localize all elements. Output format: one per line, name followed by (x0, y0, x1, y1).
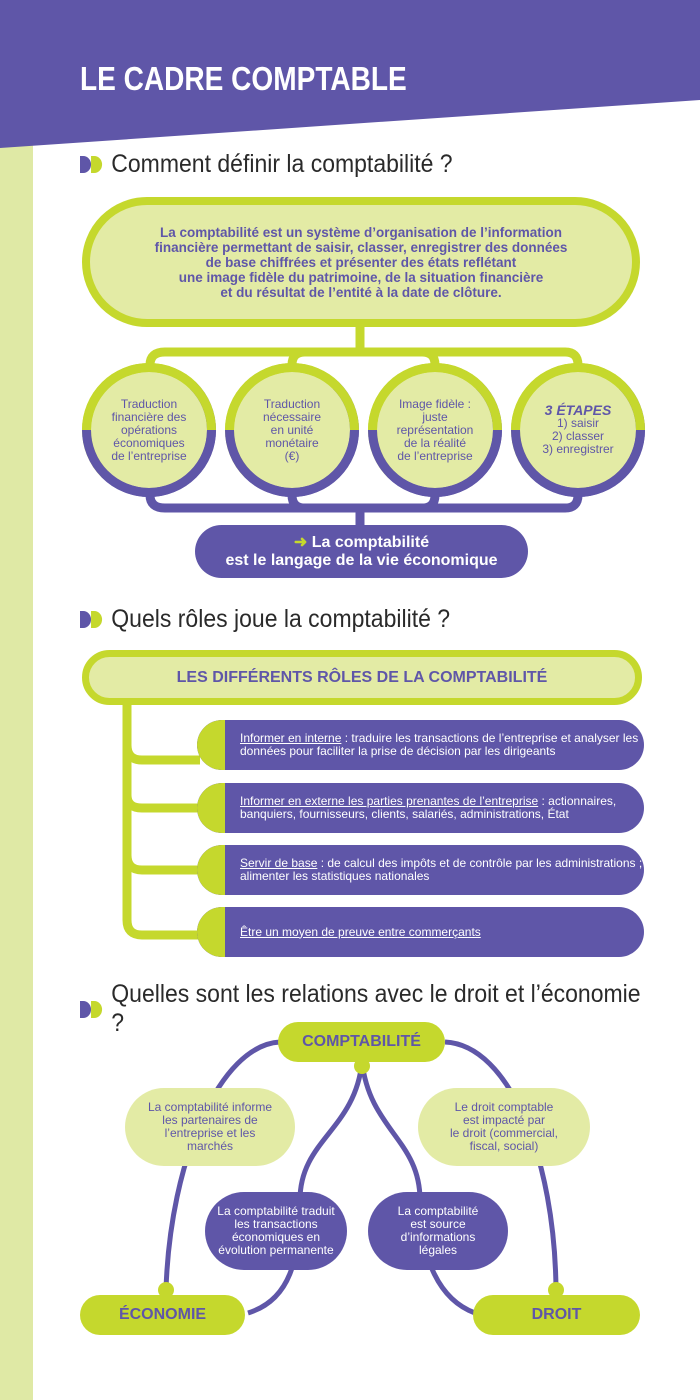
conclusion-box (195, 525, 528, 578)
section2-heading (80, 605, 450, 634)
double-arrow-icon (80, 156, 102, 173)
circle-text: Traduction nécessaire en unité monétaire (€) (262, 396, 322, 463)
section1-heading (80, 150, 453, 179)
circle-text: Traduction financière des opérations économiques de l’entreprise (111, 396, 187, 463)
role-text: : traduire les transactions de l’entreprise et analyser les données pour faciliter la prise de décision par les dirigeants (240, 731, 639, 758)
double-arrow-icon (80, 611, 102, 628)
circle-financial-translation (82, 363, 216, 497)
role-item (197, 783, 644, 833)
circle-true-image (368, 363, 502, 497)
role-key: Informer en externe les parties prenantes de l’entreprise (240, 794, 539, 808)
conclusion-line1: La comptabilité (311, 533, 430, 551)
conclusion-line2: est le langage de la vie économique (225, 551, 498, 569)
role-key: Servir de base (240, 856, 318, 870)
circle-monetary-unit (225, 363, 359, 497)
circle-3-steps (511, 363, 645, 497)
role-text: : actionnaires, banquiers, fournisseurs, clients, salariés, administrations, État (240, 794, 617, 821)
role-item (197, 845, 644, 895)
circle-text: Image fidèle : juste représentation de la réalité de l’entreprise (396, 396, 474, 463)
oval-legal-source: La comptabilité est source d’informations légales (368, 1192, 508, 1270)
role-item (197, 907, 644, 957)
heading-text: Comment définir la comptabilité ? (111, 150, 453, 178)
page-title: LE CADRE COMPTABLE (80, 60, 407, 97)
oval-informs-partners: La comptabilité informe les partenaires de l’entreprise et les marchés (125, 1088, 295, 1166)
double-arrow-icon (80, 1001, 102, 1018)
heading-text: Quelles sont les relations avec le droit et l’économie ? (111, 980, 641, 1037)
steps-title: 3 ÉTAPES (544, 402, 612, 418)
node-comptabilite: COMPTABILITÉ (278, 1022, 445, 1062)
definition-box: La comptabilité est un système d’organisation de l’information financière permettant de saisir, classer, enregistrer des données de base chiffrées et présenter des états reflétant une image fidèle du patrimoine, de la situation financière et du résultat de l’entité à la date de clôture. (82, 197, 640, 327)
role-key: Informer en interne (240, 731, 342, 745)
heading-text: Quels rôles joue la comptabilité ? (111, 605, 451, 633)
steps-list: 1) saisir 2) classer 3) enregistrer (542, 416, 614, 456)
roles-title: LES DIFFÉRENTS RÔLES DE LA COMPTABILITÉ (82, 650, 642, 705)
role-item (197, 720, 644, 770)
node-droit: DROIT (473, 1295, 640, 1335)
arrow-right-icon: ➜ (293, 533, 308, 551)
role-key: Être un moyen de preuve entre commerçants (240, 924, 481, 939)
oval-law-impact: Le droit comptable est impacté par le droit (commercial, fiscal, social) (418, 1088, 590, 1166)
oval-translates-transactions: La comptabilité traduit les transactions économiques en évolution permanente (205, 1192, 347, 1270)
role-text: : de calcul des impôts et de contrôle par les administrations ; alimenter les statistiques nationales (240, 856, 643, 883)
node-economie: ÉCONOMIE (80, 1295, 245, 1335)
